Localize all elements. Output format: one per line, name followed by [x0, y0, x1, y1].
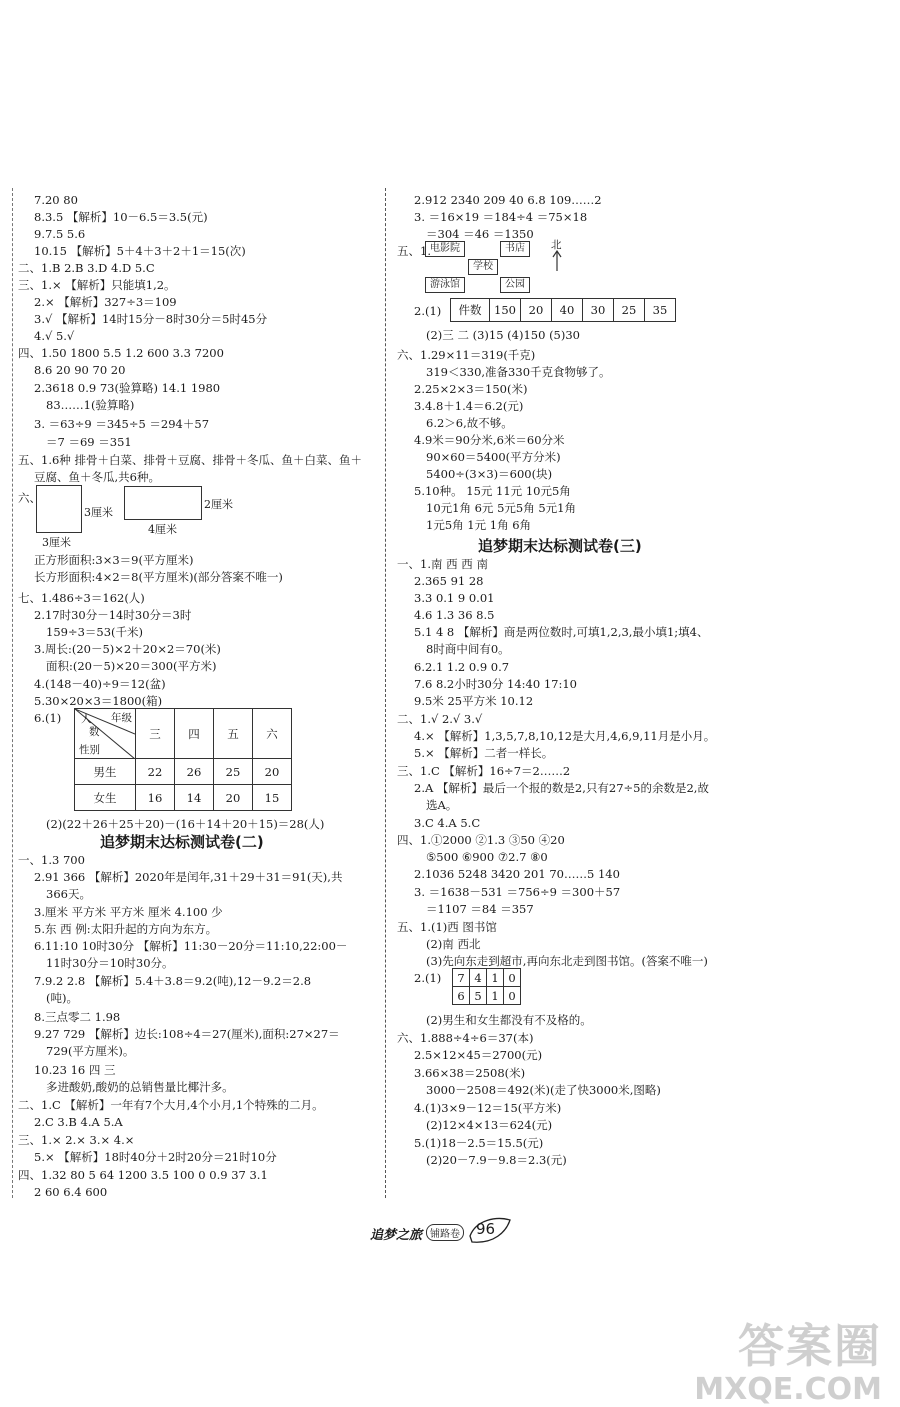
watermark-cn: 答案圈 [738, 1319, 882, 1373]
answer-line: 2.91 366 【解析】2020年是闰年,31＋29＋31＝91(天),共 [34, 870, 343, 884]
answer-line: 5400÷(3×3)＝600(块) [426, 467, 553, 481]
corner-bottom-label: 性别 [79, 744, 100, 756]
answer-line: 3000－2508＝492(米)(走了快3000米,图略) [426, 1083, 661, 1097]
digit-grid [452, 968, 521, 1005]
rectangle-shape [124, 486, 202, 520]
answer-line: 5.× 【解析】18时40分＋2时20分＝21时10分 [34, 1150, 277, 1164]
answer-line: 2 60 6.4 600 [34, 1185, 108, 1199]
answer-line: 四、1.32 80 5 64 1200 3.5 100 0 0.9 37 3.1 [18, 1168, 268, 1182]
count-cell: 40 [552, 299, 583, 322]
answer-line: 83……1(验算略) [46, 398, 135, 412]
answer-line: 5.(1)18－2.5＝15.5(元) [414, 1136, 544, 1150]
answer-line: 2.1036 5248 3420 201 70……5 140 [414, 867, 620, 881]
row-label: 女生 [75, 785, 136, 811]
rect-side-label: 2厘米 [204, 498, 233, 511]
answer-line: 三、1.× 【解析】只能填1,2。 [18, 278, 176, 292]
left-margin-line [12, 188, 13, 1198]
answer-line: 9.5米 25平方米 10.12 [414, 694, 534, 708]
exam-title-2: 追梦期末达标测试卷(二) [100, 833, 264, 851]
answer-line: (2)12×4×13＝624(元) [426, 1118, 553, 1132]
digit-cell: 0 [504, 969, 521, 987]
answer-line: (吨)。 [46, 991, 78, 1005]
table-cell: 15 [253, 785, 292, 811]
answer-line: 11时30分＝10时30分。 [46, 956, 174, 970]
map-bookstore: 书店 [500, 241, 530, 257]
answer-line: 4.9米＝90分米,6米＝60分米 [414, 433, 565, 447]
answer-line: (2)南 西北 [426, 937, 481, 951]
answer-line: 四、1.50 1800 5.5 1.2 600 3.3 7200 [18, 346, 224, 360]
table-cell: 22 [136, 759, 175, 785]
count-cell: 20 [521, 299, 552, 322]
answer-line: 3.4.8＋1.4＝6.2(元) [414, 399, 524, 413]
answer-line: 6.2＞6,故不够。 [426, 416, 513, 430]
table-cell: 20 [253, 759, 292, 785]
answer-line: 多进酸奶,酸奶的总销售量比椰汁多。 [46, 1080, 234, 1094]
digit-cell: 6 [453, 987, 470, 1005]
answer-line: 3. ＝63÷9 ＝345÷5 ＝294＋57 [34, 417, 210, 431]
table-row [75, 785, 292, 811]
map-park: 公园 [500, 277, 530, 293]
corner-mid-label-a: 人 [81, 713, 92, 725]
grade-header: 六 [253, 709, 292, 759]
answer-line: 90×60＝5400(平方分米) [426, 450, 561, 464]
answer-line: 159÷3＝53(千米) [46, 625, 144, 639]
corner-top-label: 年级 [111, 712, 132, 724]
grade-table [74, 708, 292, 811]
grade-header: 五 [214, 709, 253, 759]
answer-line: 8.6 20 90 70 20 [34, 363, 126, 377]
digit-cell: 5 [470, 987, 487, 1005]
answer-line: 六、1.888÷4÷6＝37(本) [397, 1031, 534, 1045]
answer-line: 6.2.1 1.2 0.9 0.7 [414, 660, 510, 674]
answer-line: 2.365 91 28 [414, 574, 484, 588]
table-cell: 16 [136, 785, 175, 811]
answer-line: 6.11:10 10时30分 【解析】11:30－20分＝11:10,22:00－ [34, 939, 348, 953]
answer-line: 5.30×20×3＝1800(箱) [34, 694, 163, 708]
answer-line: (2)(22＋26＋25＋20)－(16＋14＋20＋15)＝28(人) [46, 817, 325, 831]
answer-line: ＝304 ＝46 ＝1350 [426, 227, 534, 241]
answer-line: 7.20 80 [34, 193, 78, 207]
square-side-label: 3厘米 [84, 506, 113, 519]
answer-line: 1元5角 1元 1角 6角 [426, 518, 532, 532]
footer-badge: 铺路卷 [426, 1224, 464, 1241]
answer-line: 4.6 1.3 36 8.5 [414, 608, 495, 622]
answer-line: 4.× 【解析】1,3,5,7,8,10,12是大月,4,6,9,11月是小月。 [414, 729, 716, 743]
answer-line: 2.17时30分－14时30分＝3时 [34, 608, 192, 622]
answer-line: 8.3.5 【解析】10－6.5＝3.5(元) [34, 210, 208, 224]
count-cell: 35 [645, 299, 676, 322]
answer-line: 2.5×12×45＝2700(元) [414, 1048, 543, 1062]
watermark-en: MXQE.COM [694, 1372, 882, 1407]
square-bottom-label: 3厘米 [42, 536, 71, 549]
answer-line: 2.(1) [414, 304, 442, 318]
digit-cell: 0 [504, 987, 521, 1005]
north-arrow-icon [551, 250, 563, 272]
answer-line: 366天。 [46, 887, 91, 901]
answer-line: 五、1.(1)西 图书馆 [397, 920, 497, 934]
answer-line: 一、1.3 700 [18, 853, 85, 867]
row-label: 男生 [75, 759, 136, 785]
column-divider [385, 188, 386, 1198]
answer-line: 10.15 【解析】5＋4＋3＋2＋1＝15(次) [34, 244, 246, 258]
answer-line: 4.(1)3×9－12＝15(平方米) [414, 1101, 562, 1115]
answer-line: (2)三 二 (3)15 (4)150 (5)30 [426, 328, 580, 342]
answer-line: 3.C 4.A 5.C [414, 816, 481, 830]
answer-line: 3.厘米 平方米 平方米 厘米 4.100 少 [34, 905, 223, 919]
digit-cell: 4 [470, 969, 487, 987]
corner-mid-label-b: 数 [89, 726, 100, 738]
answer-line: 2.912 2340 209 40 6.8 109……2 [414, 193, 602, 207]
answer-line: 五、1.6种 排骨＋白菜、排骨＋豆腐、排骨＋冬瓜、鱼＋白菜、鱼＋ [18, 453, 362, 467]
table-cell: 14 [175, 785, 214, 811]
answer-line: 选A。 [426, 798, 458, 812]
answer-line: 面积:(20－5)×20＝300(平方米) [46, 659, 217, 673]
answer-line: 二、1.B 2.B 3.D 4.D 5.C [18, 261, 155, 275]
answer-line: 10.23 16 四 三 [34, 1063, 116, 1077]
answer-line: 一、1.南 西 西 南 [397, 557, 488, 571]
answer-line: 319＜330,准备330千克食物够了。 [426, 365, 611, 379]
answer-line: 五、1. [397, 244, 431, 258]
table-cell: 20 [214, 785, 253, 811]
answer-line: 豆腐、鱼＋冬瓜,共6种。 [34, 470, 160, 484]
answer-line: 4.(148－40)÷9＝12(盆) [34, 677, 166, 691]
answer-line: 正方形面积:3×3＝9(平方厘米) [34, 553, 194, 567]
table-cell: 25 [214, 759, 253, 785]
answer-line: 8.三点零二 1.98 [34, 1010, 121, 1024]
answer-line: 3.√ 【解析】14时15分－8时30分＝5时45分 [34, 312, 268, 326]
count-table [450, 298, 676, 322]
answer-line: 10元1角 6元 5元5角 5元1角 [426, 501, 576, 515]
answer-line: 六、1.29×11＝319(千克) [397, 348, 536, 362]
map-pool: 游泳馆 [425, 277, 465, 293]
count-cell: 25 [614, 299, 645, 322]
table-row [75, 759, 292, 785]
watermark [694, 1310, 882, 1407]
answer-line: 四、1.①2000 ②1.3 ③50 ④20 [397, 833, 565, 847]
answer-line: 9.7.5 5.6 [34, 227, 86, 241]
answer-line: 9.27 729 【解析】边长:108÷4＝27(厘米),面积:27×27＝ [34, 1027, 340, 1041]
answer-line: 729(平方厘米)。 [46, 1044, 135, 1058]
answer-line: 2.C 3.B 4.A 5.A [34, 1115, 123, 1129]
answer-line: 2.× 【解析】327÷3＝109 [34, 295, 177, 309]
answer-line: ＝1107 ＝84 ＝357 [426, 902, 534, 916]
answer-line: ＝7 ＝69 ＝351 [46, 435, 132, 449]
answer-line: 5.东 西 例:太阳升起的方向为东方。 [34, 922, 218, 936]
answer-line: ⑤500 ⑥900 ⑦2.7 ⑧0 [426, 850, 548, 864]
exam-title-3: 追梦期末达标测试卷(三) [478, 537, 642, 555]
answer-line: 7.9.2 2.8 【解析】5.4＋3.8＝9.2(吨),12－9.2＝2.8 [34, 974, 312, 988]
square-shape [36, 485, 82, 533]
answer-line: 5.1 4 8 【解析】商是两位数时,可填1,2,3,最小填1;填4、 [414, 625, 709, 639]
answer-line: 4.√ 5.√ [34, 329, 75, 343]
count-header: 件数 [451, 299, 490, 322]
north-label: 北 [551, 239, 562, 251]
answer-line: 2.A 【解析】最后一个报的数是2,只有27÷5的余数是2,故 [414, 781, 709, 795]
answer-line: 5.× 【解析】二者一样长。 [414, 746, 554, 760]
answer-line: 三、1.× 2.× 3.× 4.× [18, 1133, 135, 1147]
footer-brand: 追梦之旅 [370, 1228, 423, 1243]
answer-line: 2.(1) [414, 971, 442, 985]
page-number: 96 [476, 1220, 496, 1238]
answer-line: 3.周长:(20－5)×2＋20×2＝70(米) [34, 642, 221, 656]
answer-line: 三、1.C 【解析】16÷7＝2……2 [397, 764, 571, 778]
answer-line: 6.(1) [34, 711, 62, 725]
digit-cell: 1 [487, 969, 504, 987]
table-cell: 26 [175, 759, 214, 785]
digit-cell: 1 [487, 987, 504, 1005]
grade-header: 三 [136, 709, 175, 759]
answer-line: (2)男生和女生都没有不及格的。 [426, 1013, 592, 1027]
digit-cell: 7 [453, 969, 470, 987]
answer-line: (2)20－7.9－9.8＝2.3(元) [426, 1153, 567, 1167]
map-school: 学校 [468, 259, 498, 275]
answer-line: 5.10种。 15元 11元 10元5角 [414, 484, 571, 498]
map-cinema: 电影院 [425, 241, 465, 257]
answer-line: (3)先向东走到超市,再向东北走到图书馆。(答案不唯一) [426, 954, 708, 968]
answer-line: 3.3 0.1 9 0.01 [414, 591, 495, 605]
answer-line: 2.3618 0.9 73(验算略) 14.1 1980 [34, 381, 221, 395]
answer-line: 3. ＝16×19 ＝184÷4 ＝75×18 [414, 210, 588, 224]
answer-line: 8时商中间有0。 [426, 642, 510, 656]
answer-line: 二、1.√ 2.√ 3.√ [397, 712, 483, 726]
answer-line: 2.25×2×3＝150(米) [414, 382, 528, 396]
rect-bottom-label: 4厘米 [148, 523, 177, 536]
answer-line: 长方形面积:4×2＝8(平方厘米)(部分答案不唯一) [34, 570, 283, 584]
footer-logo [370, 1210, 530, 1250]
answer-line: 7.6 8.2小时30分 14:40 17:10 [414, 677, 577, 691]
table-corner-cell [75, 709, 136, 759]
answer-line: 七、1.486÷3＝162(人) [18, 591, 145, 605]
count-cell: 150 [490, 299, 521, 322]
grade-header: 四 [175, 709, 214, 759]
shapes-prefix: 六、 [18, 491, 41, 505]
count-cell: 30 [583, 299, 614, 322]
answer-line: 3.66×38＝2508(米) [414, 1066, 526, 1080]
answer-line: 3. ＝1638－531 ＝756÷9 ＝300＋57 [414, 885, 621, 899]
answer-line: 二、1.C 【解析】一年有7个大月,4个小月,1个特殊的二月。 [18, 1098, 324, 1112]
